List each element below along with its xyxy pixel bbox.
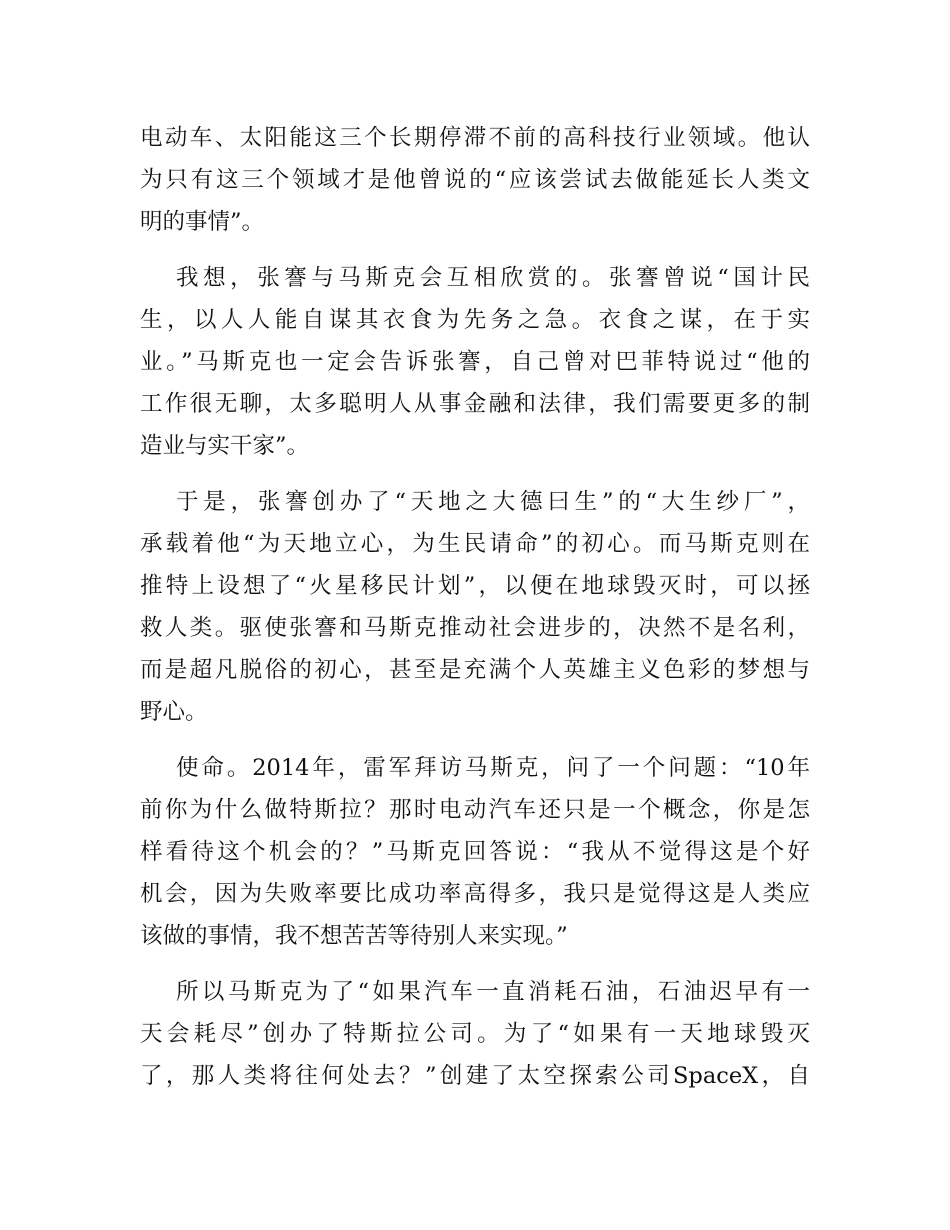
text-line: 生，以人人能自谋其衣食为先务之急。衣食之谋，在于实: [140, 307, 810, 333]
text-line: 承载着他“为天地立心，为生民请命”的初心。而马斯克则在: [140, 531, 810, 557]
body-text: [140, 117, 810, 1097]
text-line: 野心。: [140, 699, 208, 725]
text-line: 电动车、太阳能这三个长期停滞不前的高科技行业领域。他认: [140, 125, 810, 151]
text-line: 于是，张謇创办了“天地之大德曰生”的“大生纱厂”，: [176, 489, 810, 515]
text-line: 使命。2014年，雷军拜访马斯克，问了一个问题：“10年: [176, 755, 810, 781]
text-line: 推特上设想了“火星移民计划”，以便在地球毁灭时，可以拯: [140, 573, 810, 599]
text-line: 救人类。驱使张謇和马斯克推动社会进步的，决然不是名利，: [140, 615, 810, 641]
text-line: 明的事情”。: [140, 209, 265, 235]
text-line: 样看待这个机会的？”马斯克回答说：“我从不觉得这是个好: [140, 839, 810, 865]
text-line: 前你为什么做特斯拉？那时电动汽车还只是一个概念，你是怎: [140, 797, 810, 823]
text-line: 业。”马斯克也一定会告诉张謇，自己曾对巴菲特说过“他的: [140, 349, 810, 375]
text-line: 天会耗尽”创办了特斯拉公司。为了“如果有一天地球毁灭: [140, 1021, 810, 1047]
text-line: 造业与实干家”。: [140, 433, 310, 459]
text-line: 所以马斯克为了“如果汽车一直消耗石油，石油迟早有一: [176, 979, 810, 1005]
text-line: 机会，因为失败率要比成功率高得多，我只是觉得这是人类应: [140, 881, 810, 907]
text-line: 了，那人类将往何处去？”创建了太空探索公司SpaceX，自: [140, 1063, 810, 1089]
paragraph-1: [140, 117, 810, 243]
text-line: 我想，张謇与马斯克会互相欣赏的。张謇曾说“国计民: [176, 265, 810, 291]
text-line: 工作很无聊，太多聪明人从事金融和法律，我们需要更多的制: [140, 391, 810, 417]
paragraph-3: [140, 481, 810, 733]
text-line: 该做的事情，我不想苦苦等待别人来实现。”: [140, 923, 568, 949]
text-line: 为只有这三个领域才是他曾说的“应该尝试去做能延长人类文: [140, 167, 810, 193]
paragraph-2: [140, 257, 810, 467]
text-line: 而是超凡脱俗的初心，甚至是充满个人英雄主义色彩的梦想与: [140, 657, 810, 683]
paragraph-4: [140, 747, 810, 957]
paragraph-5: [140, 971, 810, 1097]
